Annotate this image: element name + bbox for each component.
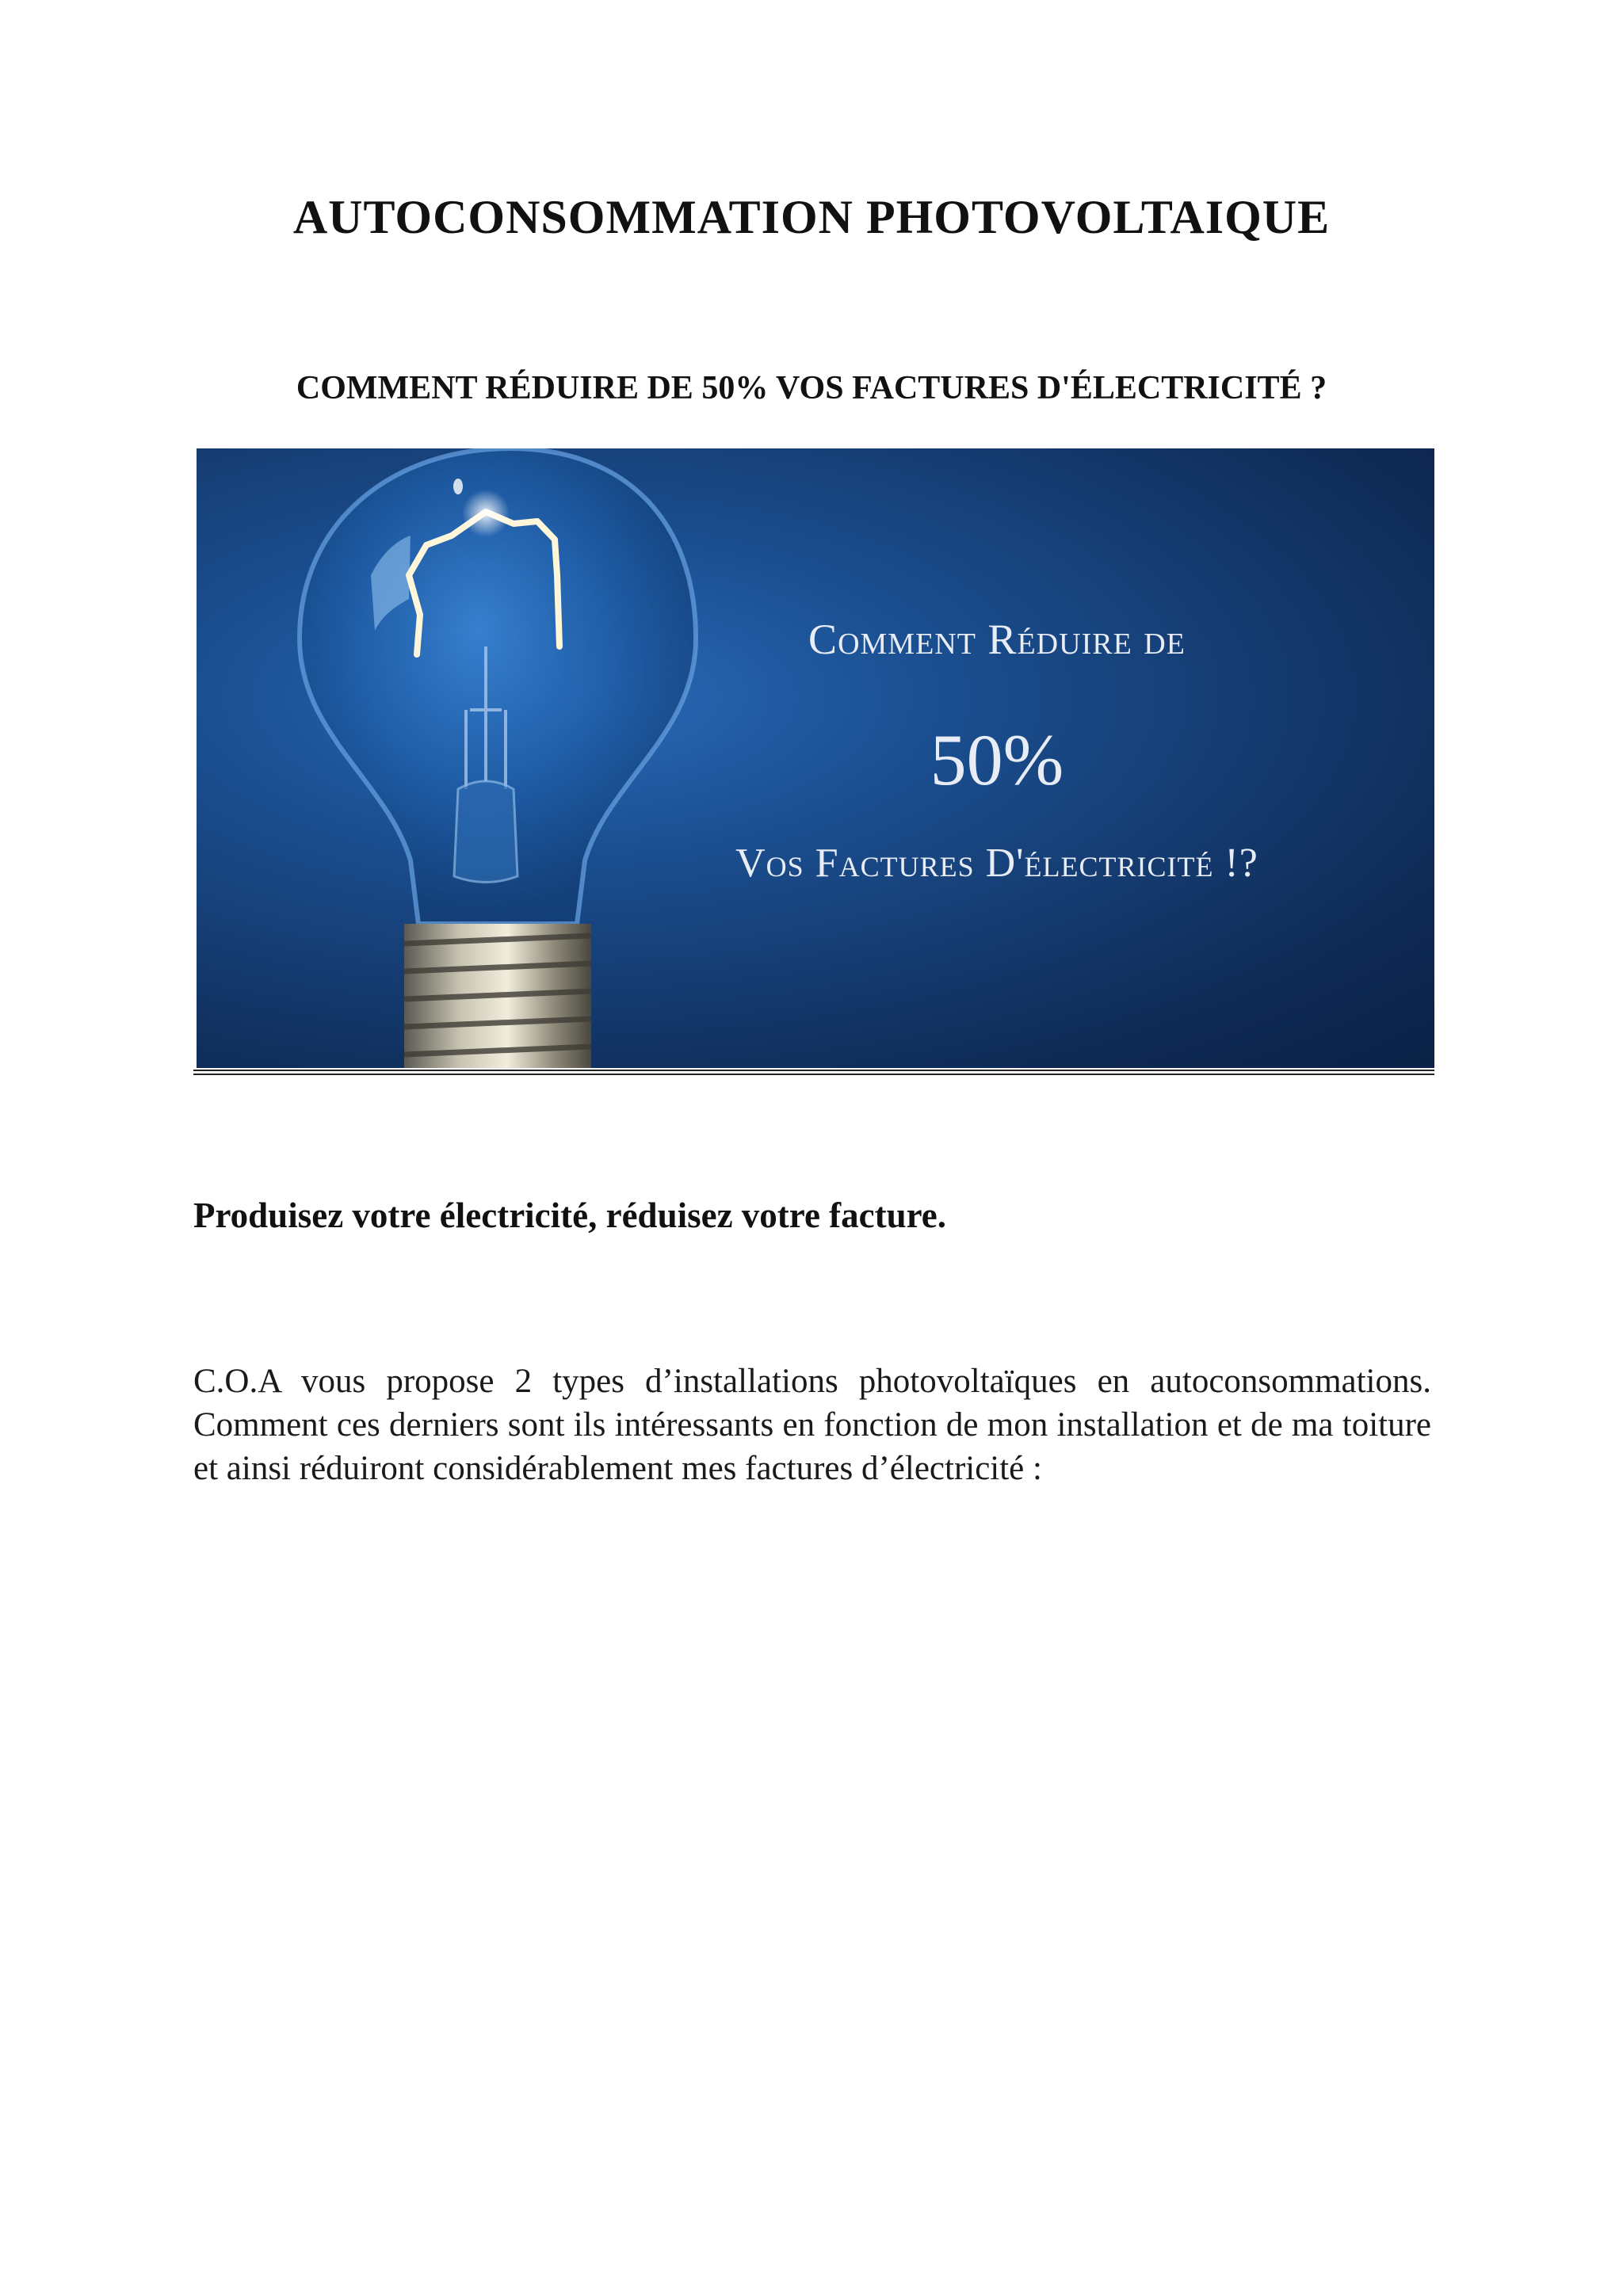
banner-image <box>197 448 1434 1068</box>
banner-divider <box>193 1070 1434 1075</box>
banner-heading: Comment Réduire de <box>808 616 1186 663</box>
tagline: Produisez votre électricité, réduisez votre facture. <box>193 1196 947 1235</box>
document-title: AUTOCONSOMMATION PHOTOVOLTAIQUE <box>292 191 1331 243</box>
banner-caption: Vos Factures D'électricité !? <box>735 841 1258 886</box>
body-paragraph: C.O.A vous propose 2 types d’installations photovoltaïques en autoconsommations. Comment ces derniers sont ils intéressants en fonction de mon installation et de ma toiture et ainsi réduiront considérablement mes factures d’électricité : <box>193 1363 1431 1487</box>
document-subtitle: COMMENT RÉDUIRE DE 50% VOS FACTURES D'ÉLECTRICITÉ ? <box>296 370 1327 406</box>
banner-percentage: 50% <box>930 719 1064 800</box>
